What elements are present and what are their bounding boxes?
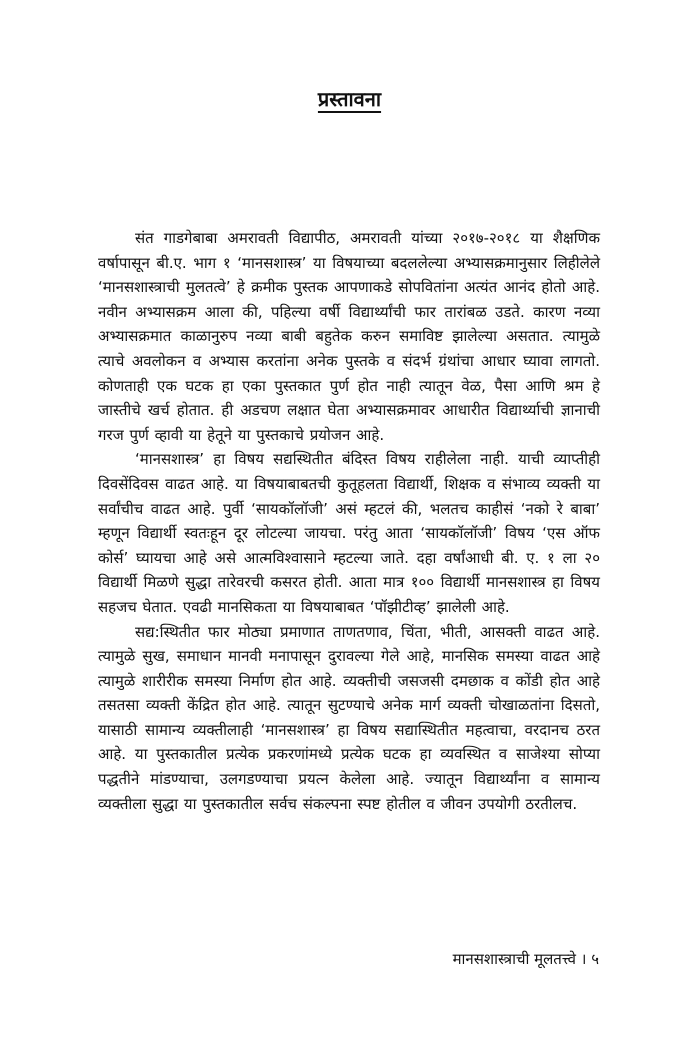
paragraph-1: संत गाडगेबाबा अमरावती विद्यापीठ, अमरावती यांच्या २०१७-२०१८ या शैक्षणिक वर्षापासून बी.ए. भाग १ ‘मानसशास्त्र’ या विषयाच्या बदललेल्या अभ्यासक्रमानुसार लिहीलेले ‘मानसशास्त्राची मुलतत्वे’ हे क्रमीक पुस्तक आपणाकडे सोपवितांना अत्यंत आनंद होतो आहे. नवीन अभ्यासक्रम आला की, पहिल्या वर्षी विद्यार्थ्यांची फार तारांबळ उडते. कारण नव्या अभ्यासक्रमात काळानुरुप नव्या बाबी बहुतेक करुन समाविष्ट झालेल्या असतात. त्यामुळे त्याचे अवलोकन व अभ्यास करतांना अनेक पुस्तके व संदर्भ ग्रंथांचा आधार घ्यावा लागतो. कोणताही एक घटक हा एका पुस्तकात पुर्ण होत नाही त्यातून वेळ, पैसा आणि श्रम हे जास्तीचे खर्च होतात. ही अडचण लक्षात घेता अभ्यासक्रमावर आधारीत विद्यार्थ्याची ज्ञानाची गरज पुर्ण व्हावी या हेतूने या पुस्तकाचे प्रयोजन आहे. bbox=[98, 229, 600, 444]
page-title-text: प्रस्तावना bbox=[317, 87, 382, 111]
page-title bbox=[0, 86, 699, 112]
paragraph-3: सद्य:स्थितीत फार मोठ्या प्रमाणात ताणतणाव, चिंता, भीती, आसक्ती वाढत आहे. त्यामुळे सुख, समाधान मानवी मनापासून दुरावल्या गेले आहे, मानसिक समस्या वाढत आहे त्यामुळे शारीरीक समस्या निर्माण होत आहे. व्यक्तीची जसजसी दमछाक व कोंडी होत आहे तसतसा व्यक्ती केंद्रित होत आहे. त्यातून सुटण्याचे अनेक मार्ग व्यक्ती चोखाळतांना दिसतो, यासाठी सामान्य व्यक्तीलाही ‘मानसशास्त्र’ हा विषय सद्यास्थितीत महत्वाचा, वरदानच ठरत आहे. या पुस्तकातील प्रत्येक प्रकरणांमध्ये प्रत्येक घटक हा व्यवस्थित व साजेश्या सोप्या पद्धतीने मांडण्याचा, उलगडण्याचा प्रयत्न केलेला आहे. ज्यातून विद्यार्थ्यांना व सामान्य व्यक्तीला सुद्धा या पुस्तकातील सर्वच संकल्पना स्पष्ट होतील व जीवन उपयोगी ठरतीलच. bbox=[98, 622, 600, 813]
preface-body bbox=[98, 226, 600, 816]
page-footer: मानसशास्त्राची मूलतत्त्वे । ५ bbox=[452, 950, 599, 968]
paragraph-2: ‘मानसशास्त्र’ हा विषय सद्यस्थितीत बंदिस्त विषय राहीलेला नाही. याची व्याप्तीही दिवसेंदिवस वाढत आहे. या विषयाबाबतची कुतूहलता विद्यार्थी, शिक्षक व संभाव्य व्यक्ती या सर्वांचीच वाढत आहे. पुर्वी ‘सायकॉलॉजी’ असं म्हटलं की, भलतच काहीसं ‘नको रे बाबा’ म्हणून विद्यार्थी स्वतःहून दूर लोटल्या जायचा. परंतु आता ‘सायकॉलॉजी’ विषय ‘एस ऑफ कोर्स’ घ्यायचा आहे असे आत्मविश्वासाने म्हटल्या जाते. दहा वर्षांआधी बी. ए. १ ला २० विद्यार्थी मिळणे सुद्धा तारेवरची कसरत होती. आता मात्र १०० विद्यार्थी मानसशास्त्र हा विषय सहजच घेतात. एवढी मानसिकता या विषयाबाबत ‘पॉझीटीव्ह’ झालेली आहे. bbox=[98, 450, 600, 616]
